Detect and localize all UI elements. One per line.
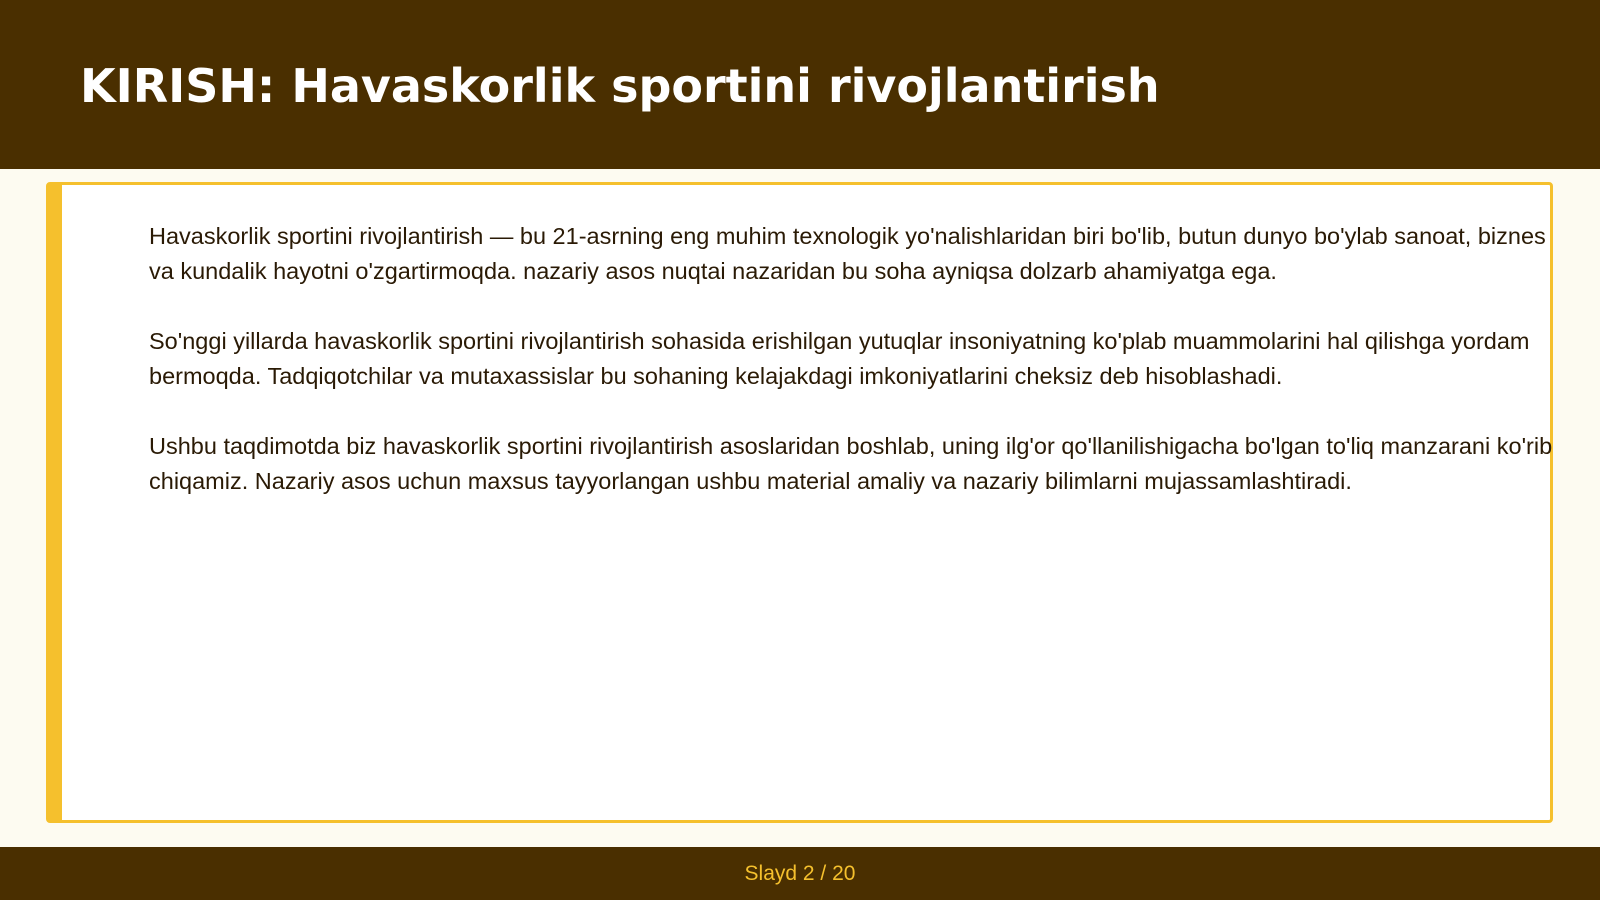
- content-body: [149, 219, 1554, 534]
- slide-header: [0, 0, 1600, 169]
- slide-number: Slayd 2 / 20: [744, 862, 856, 885]
- content-box: [46, 182, 1553, 823]
- paragraph-1: Havaskorlik sportini rivojlantirish — bu 21-asrning eng muhim texnologik yo'nalishlaridan biri bo'lib, butun dunyo bo'ylab sanoat, biznes va kundalik hayotni o'zgartirmoqda. nazariy asos nuqtai nazaridan bu soha ayniqsa dolzarb ahamiyatga ega.: [149, 223, 1546, 284]
- paragraph-2: So'nggi yillarda havaskorlik sportini rivojlantirish sohasida erishilgan yutuqlar insoniyatning ko'plab muammolarini hal qilishga yordam bermoqda. Tadqiqotchilar va mutaxassislar bu sohaning kelajakdagi imkoniyatlarini cheksiz deb hisoblashadi.: [149, 328, 1530, 389]
- slide-title: KIRISH: Havaskorlik sportini rivojlantirish: [80, 59, 1160, 113]
- paragraph-3: Ushbu taqdimotda biz havaskorlik sportini rivojlantirish asoslaridan boshlab, uning ilg'or qo'llanilishigacha bo'lgan to'liq manzarani ko'rib chiqamiz. Nazariy asos uchun maxsus tayyorlangan ushbu material amaliy va nazariy bilimlarni mujassamlashtiradi.: [149, 433, 1553, 494]
- slide-footer: [0, 847, 1600, 900]
